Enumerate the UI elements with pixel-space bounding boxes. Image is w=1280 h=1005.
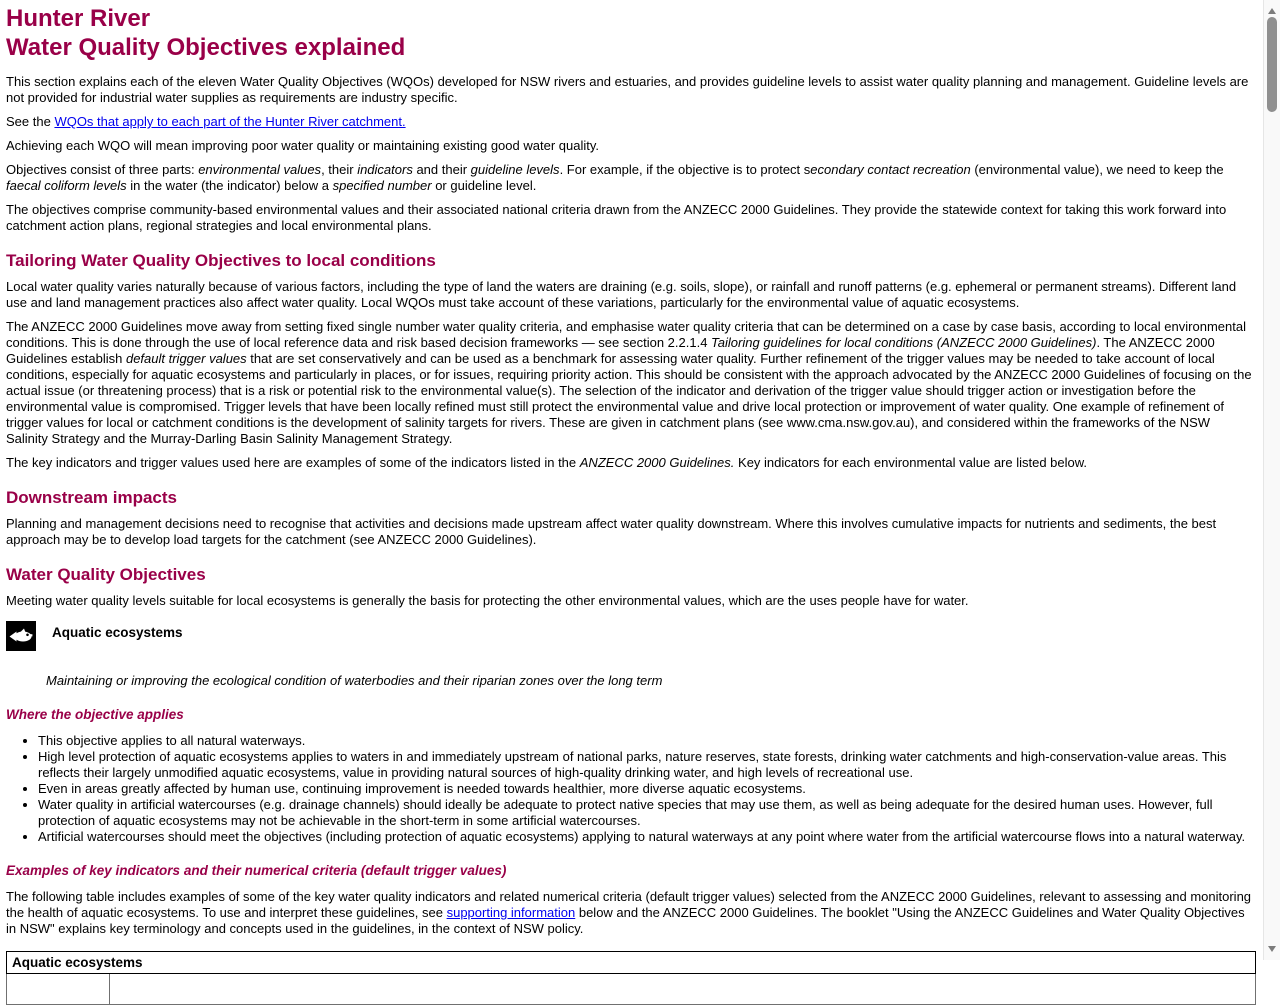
scrollbar-thumb[interactable] [1267, 17, 1277, 112]
tailoring-paragraph-2 [6, 319, 1253, 447]
objective-applies-list [6, 733, 1253, 845]
text-run-italic: ANZECC 2000 Guidelines. [579, 455, 735, 470]
text-run-italic: guideline levels [470, 162, 560, 177]
table-header-cell: Aquatic ecosystems [7, 952, 1256, 974]
wqos-catchment-link[interactable]: WQOs that apply to each part of the Hunter River catchment. [54, 114, 406, 129]
page-title-line2: Water Quality Objectives explained [6, 34, 406, 61]
table-header-row [7, 952, 1256, 974]
list-item: • This objective applies to all natural waterways. [38, 733, 1253, 749]
tailoring-heading: Tailoring Water Quality Objectives to local conditions [6, 251, 436, 270]
table-cell [110, 974, 1256, 1005]
vertical-scrollbar[interactable] [1263, 0, 1280, 960]
see-paragraph [6, 114, 1253, 130]
list-item: • Water quality in artificial watercourses (e.g. drainage channels) should ideally be adequate to protect native species that may use them, as well as being adequate for the desired human uses. However, full protection of aquatic ecosystems may not be achievable in the short-term in some artificial watercourses. [38, 797, 1253, 829]
see-prefix: See the [6, 114, 55, 129]
text-run: or guideline level. [431, 178, 537, 193]
downstream-paragraph: Planning and management decisions need to recognise that activities and decisions made upstream affect water quality downstream. Where this involves cumulative impacts for nutrients and sediments, the best approach may be to develop load targets for the catchment (see ANZECC 2000 Guidelines). [6, 516, 1217, 547]
text-run-italic: indicators [357, 162, 413, 177]
aquatic-tagline: Maintaining or improving the ecological condition of waterbodies and their riparian zones over the long term [46, 673, 663, 688]
objectives-comprise-paragraph: The objectives comprise community-based environmental values and their associated national criteria drawn from the ANZECC 2000 Guidelines. They provide the statewide context for taking this work forward into catchment action plans, regional strategies and local environmental plans. [6, 202, 1227, 233]
text-run: The ANZECC 2000 Guidelines move away from setting fixed single number water quality criteria, and emphasise water quality criteria that can be determined on a case by case basis, according to local environmental conditions. This is done through the use of local reference data and risk based decision frameworks — see section 2.2.1.4 [6, 319, 1246, 350]
text-run: that are set conservatively and can be used as a benchmark for assessing water quality. Further refinement of the trigger values may be needed to take account of local conditions, especially for aquatic ecosystems and particularly in places, or for issues, requiring priority action. This should be consistent with the approach advocated by the ANZECC 2000 Guidelines of focusing on the actual issue (or threatening process) that is a risk or potential risk to the environmental value(s). The selection of the indicator and derivation of the trigger value should trigger action or investigation before the environmental value is compromised. Trigger levels that have been locally refined must still protect the environmental value and drive local protection or improvement of water quality. One example of refinement of trigger values for local or catchment conditions is the development of salinity targets for rivers. These are given in catchment plans (see www.cma.nsw.gov.au), and considered within the frameworks of the NSW Salinity Strategy and the Murray-Darling Basin Salinity Management Strategy. [6, 351, 1252, 446]
tailoring-paragraph-1: Local water quality varies naturally because of various factors, including the type of land the waters are draining (e.g. soils, slope), or rainfall and runoff patterns (e.g. ephemeral or permanent streams). Different land use and land management practices also affect water quality. Local WQOs must take account of these variations, particularly for the environmental value of aquatic ecosystems. [6, 279, 1237, 310]
where-objective-applies-heading: Where the objective applies [6, 707, 184, 722]
fish-icon [6, 621, 36, 651]
text-run-italic: Tailoring guidelines for local conditions (ANZECC 2000 Guidelines) [711, 335, 1097, 350]
text-run-italic: default trigger values [125, 351, 247, 366]
text-run: The following table includes examples of some of the key water quality indicators and related numerical criteria (default trigger values) selected from the ANZECC 2000 Guidelines, relevant to assessing and monitoring the health of aquatic ecosystems. To use and interpret these guidelines, see [6, 889, 1252, 920]
table-cell [7, 974, 110, 1005]
downstream-heading: Downstream impacts [6, 488, 177, 507]
list-item: • High level protection of aquatic ecosystems applies to waters in and immediately upstream of national parks, nature reserves, state forests, drinking water catchments and high-conservation-value areas. This reflects their largely unmodified aquatic ecosystems, value in providing natural sources of high-quality drinking water, and high levels of recreational use. [38, 749, 1253, 781]
following-table-paragraph [6, 889, 1253, 937]
text-run: and their [412, 162, 471, 177]
wqo-heading: Water Quality Objectives [6, 565, 206, 584]
text-run: (environmental value), we need to keep the [970, 162, 1224, 177]
objectives-parts-paragraph [6, 162, 1253, 194]
text-run: . The ANZECC 2000 Guidelines establish [6, 335, 1215, 366]
text-run: Objectives consist of three parts: [6, 162, 199, 177]
list-item: • Artificial watercourses should meet the objectives (including protection of aquatic ecosystems) applying to natural waterways at any point where water from the artificial watercourse flows into a natural waterway. [38, 829, 1253, 845]
indicators-table [6, 951, 1256, 1005]
list-item: • Even in areas greatly affected by human use, continuing improvement is needed towards healthier, more diverse aquatic ecosystems. [38, 781, 1253, 797]
scroll-down-arrow-icon[interactable] [1268, 946, 1276, 952]
text-run-italic: specified number [332, 178, 432, 193]
page-title [6, 4, 1253, 62]
page-title-line1: Hunter River [6, 5, 151, 32]
text-run-italic: econdary contact recreation [810, 162, 971, 177]
key-indicators-paragraph [6, 455, 1253, 471]
scroll-up-arrow-icon[interactable] [1268, 8, 1276, 14]
text-run-italic: faecal coliform levels [6, 178, 127, 193]
aquatic-ecosystems-title: Aquatic ecosystems [52, 625, 183, 640]
table-row [7, 974, 1256, 1005]
text-run: . For example, if the objective is to protect s [559, 162, 811, 177]
text-run: , their [321, 162, 358, 177]
aquatic-ecosystems-header [6, 621, 1253, 651]
text-run: below and the ANZECC 2000 Guidelines. The booklet "Using the ANZECC Guidelines and Water Quality Objectives in NSW" explains key terminology and concepts used in the guidelines, in the context of NSW policy. [6, 905, 1245, 936]
examples-indicators-heading: Examples of key indicators and their numerical criteria (default trigger values) [6, 863, 507, 878]
wqo-paragraph: Meeting water quality levels suitable for local ecosystems is generally the basis for protecting the other environmental values, which are the uses people have for water. [6, 593, 969, 608]
text-run: Key indicators for each environmental value are listed below. [734, 455, 1088, 470]
text-run: in the water (the indicator) below a [126, 178, 333, 193]
text-run-italic: environmental values [198, 162, 322, 177]
intro-paragraph: This section explains each of the eleven Water Quality Objectives (WQOs) developed for NSW rivers and estuaries, and provides guideline levels to assist water quality planning and management. Guideline levels are not provided for industrial water supplies as requirements are industry specific. [6, 74, 1249, 105]
text-run: The key indicators and trigger values used here are examples of some of the indicators listed in the [6, 455, 580, 470]
supporting-information-link[interactable]: supporting information [446, 905, 576, 920]
achieving-paragraph: Achieving each WQO will mean improving poor water quality or maintaining existing good water quality. [6, 138, 599, 153]
